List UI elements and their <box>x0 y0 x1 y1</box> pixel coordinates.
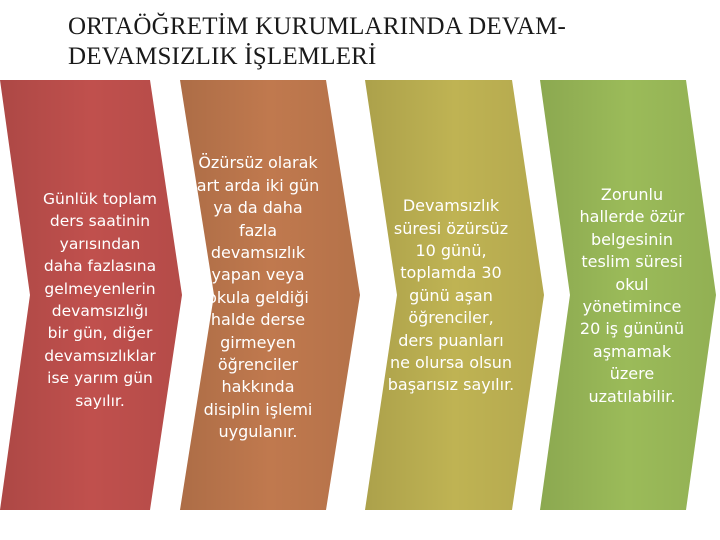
chevron-text-4: Zorunlu hallerde özür belgesinin teslim süresi okul yönetimince 20 iş gününü aşmamak üzere uzatılabilir. <box>579 184 685 406</box>
slide-title-line-2: DEVAMSIZLIK İŞLEMLERİ <box>68 43 377 70</box>
chevron-text-2: Özürsüz olarak art arda iki gün ya da daha fazla devamsızlık yapan veya okula geldiği halde derse girmeyen öğrenciler hakkında disiplin işlemi uygulanır. <box>196 153 320 442</box>
chevron-text-3: Devamsızlık süresi özürsüz 10 günü, toplamda 30 günü aşan öğrenciler, ders puanları ne olursa olsun başarısız sayılır. <box>387 196 515 395</box>
chevron-text-1: Günlük toplam ders saatinin yarısından daha fazlasına gelmeyenlerin devamsızlığı bir gün, diğer devamsızlıklar ise yarım gün sayılır. <box>43 189 157 410</box>
slide-title-line-1: ORTAÖĞRETİM KURUMLARINDA DEVAM- <box>68 13 567 40</box>
